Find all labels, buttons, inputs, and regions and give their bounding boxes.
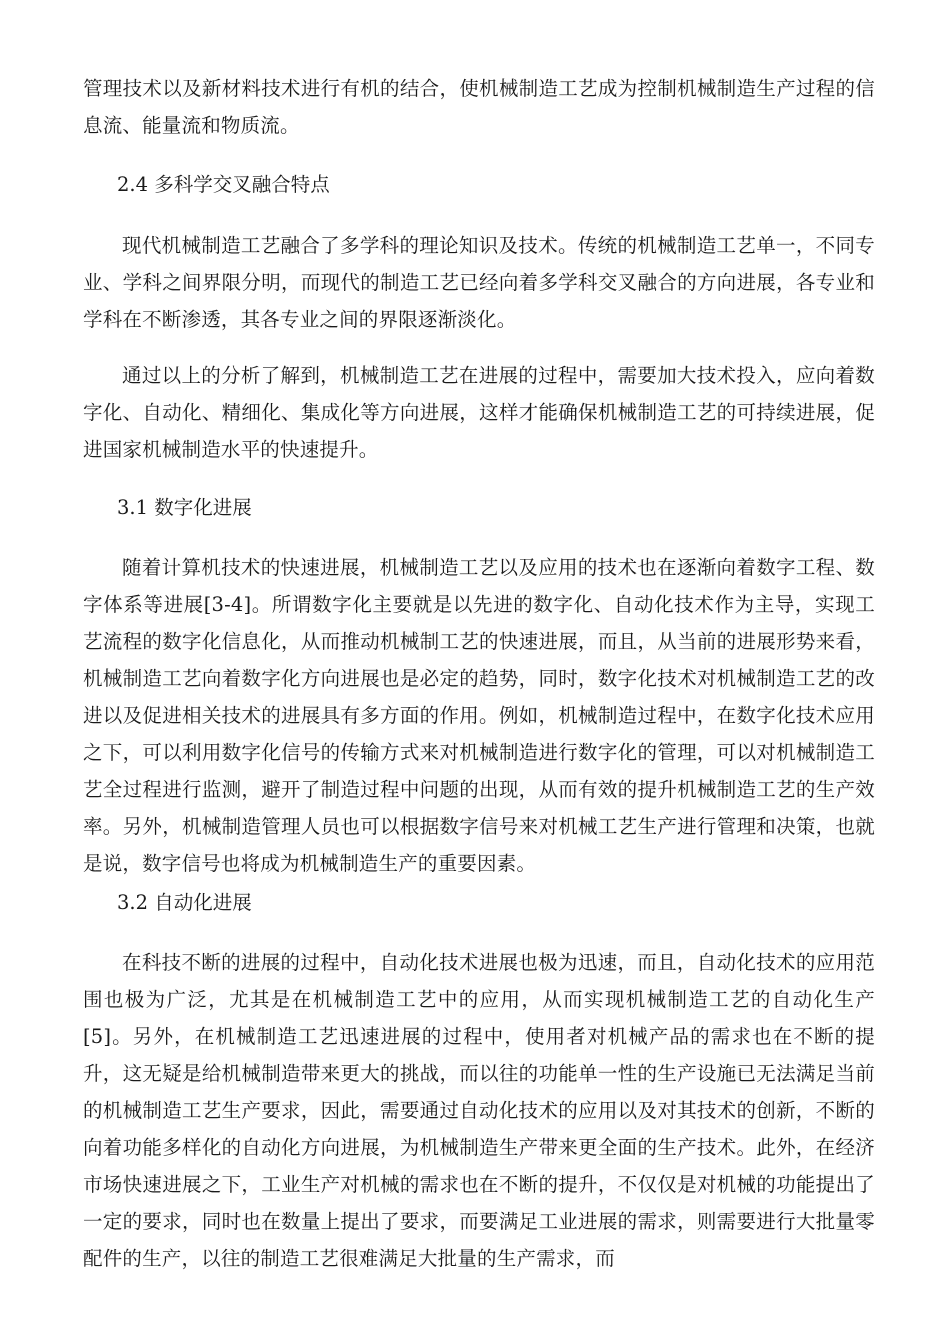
paragraph-continuation: 管理技术以及新材料技术进行有机的结合，使机械制造工艺成为控制机械制造生产过程的信息流、能量流和物质流。: [83, 77, 875, 137]
paragraph-multidisciplinary: 现代机械制造工艺融合了多学科的理论知识及技术。传统的机械制造工艺单一，不同专业、学科之间界限分明，而现代的制造工艺已经向着多学科交叉融合的方向进展，各专业和学科在不断渗透，其各专业之间的界限逐渐淡化。: [83, 234, 875, 331]
paragraph-automation: 在科技不断的进展的过程中，自动化技术进展也极为迅速，而且，自动化技术的应用范围也极为广泛，尤其是在机械制造工艺中的应用，从而实现机械制造工艺的自动化生产[5]。另外，在机械制造工艺迅速进展的过程中，使用者对机械产品的需求也在不断的提升，这无疑是给机械制造带来更大的挑战，而以往的功能单一性的生产设施已无法满足当前的机械制造工艺生产要求，因此，需要通过自动化技术的应用以及对其技术的创新，不断的向着功能多样化的自动化方向进展，为机械制造生产带来更全面的生产技术。此外，在经济市场快速进展之下，工业生产对机械的需求也在不断的提升，不仅仅是对机械的功能提出了一定的要求，同时也在数量上提出了要求，而要满足工业进展的需求，则需要进行大批量零配件的生产，以往的制造工艺很难满足大批量的生产需求，而: [83, 951, 875, 1270]
paragraph-summary: 通过以上的分析了解到，机械制造工艺在进展的过程中，需要加大技术投入，应向着数字化、自动化、精细化、集成化等方向进展，这样才能确保机械制造工艺的可持续进展，促进国家机械制造水平的快速提升。: [83, 364, 875, 461]
section-heading-3-1: 3.1 数字化进展: [117, 496, 252, 519]
section-heading-3-2: 3.2 自动化进展: [117, 891, 252, 914]
paragraph-digitalization: 随着计算机技术的快速进展，机械制造工艺以及应用的技术也在逐渐向着数字工程、数字体系等进展[3-4]。所谓数字化主要就是以先进的数字化、自动化技术作为主导，实现工艺流程的数字化信息化，从而推动机械制工艺的快速进展，而且，从当前的进展形势来看，机械制造工艺向着数字化方向进展也是必定的趋势，同时，数字化技术对机械制造工艺的改进以及促进相关技术的进展具有多方面的作用。例如，机械制造过程中，在数字化技术应用之下，可以利用数字化信号的传输方式来对机械制造进行数字化的管理，可以对机械制造工艺全过程进行监测，避开了制造过程中问题的出现，从而有效的提升机械制造工艺的生产效率。另外，机械制造管理人员也可以根据数字信号来对机械工艺生产进行管理和决策，也就是说，数字信号也将成为机械制造生产的重要因素。: [83, 556, 875, 875]
section-heading-2-4: 2.4 多科学交叉融合特点: [117, 173, 330, 196]
